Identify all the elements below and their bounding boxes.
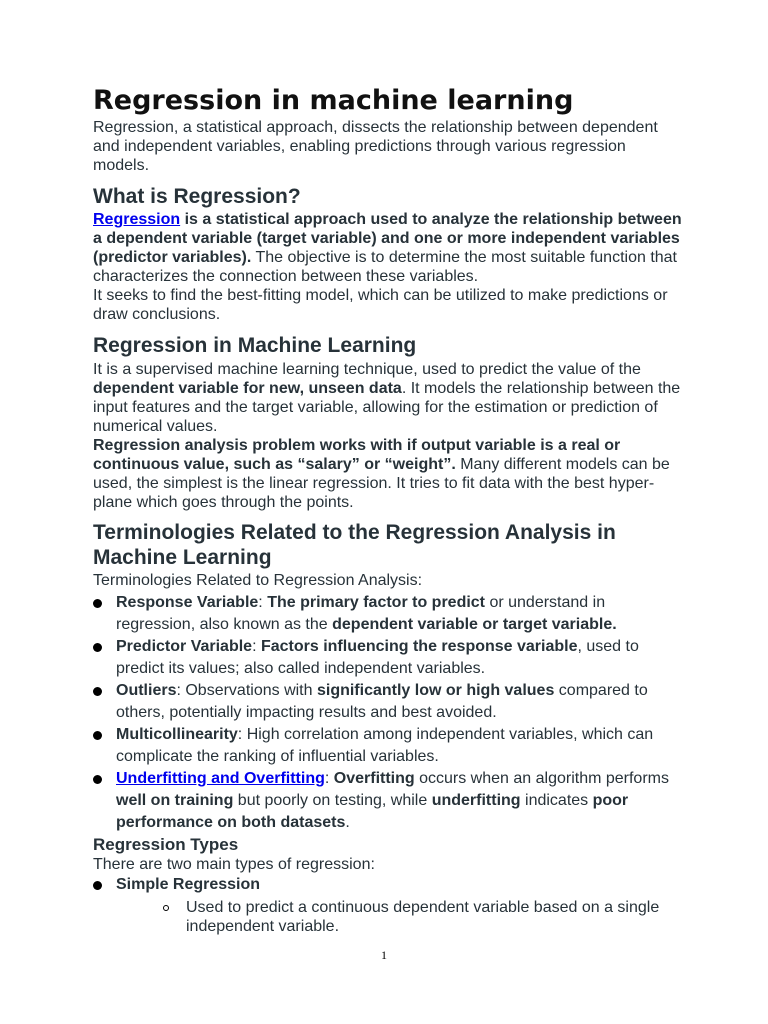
regression-link[interactable]: Regression: [93, 211, 181, 228]
what-bold-text: is a statistical approach used to analyze the relationship between a dependent variable (target variable) and one or more independent variables (predictor variables).: [93, 211, 682, 266]
what-rest-text: The objective is to determine the most suitable function that characterizes the connection between these variables.: [93, 249, 677, 285]
bullet-icon: [93, 731, 102, 740]
types-intro: There are two main types of regression:: [93, 856, 375, 873]
list-item: Simple Regression: [93, 874, 683, 896]
list-item: Predictor Variable: Factors influencing the response variable, used to predict its values; also called independent variables.: [93, 636, 683, 680]
underfitting-overfitting-link[interactable]: Underfitting and Overfitting: [116, 770, 325, 787]
ml-paragraph-1: It is a supervised machine learning technique, used to predict the value of the dependent variable for new, unseen data. It models the relationship between the input features and the target variable, allowing for the estimation or prediction of numerical values.: [93, 361, 681, 435]
what-paragraph-2: It seeks to find the best-fitting model, which can be utilized to make predictions or draw conclusions.: [93, 287, 668, 323]
bullet-icon: [93, 643, 102, 652]
heading-regression-types: Regression Types: [93, 835, 239, 854]
bullet-icon: [93, 687, 102, 696]
page-number: 1: [381, 948, 387, 962]
types-list: [93, 874, 683, 896]
types-sublist: [93, 898, 683, 936]
intro-paragraph: Regression, a statistical approach, dissects the relationship between dependent and independent variables, enabling predictions through various regression models.: [93, 119, 658, 174]
list-item: Response Variable: The primary factor to predict or understand in regression, also known as the dependent variable or target variable.: [93, 592, 683, 636]
heading-terminologies: Terminologies Related to the Regression Analysis in Machine Learning: [93, 521, 616, 569]
list-item: Multicollinearity: High correlation among independent variables, which can complicate the ranking of influential variables.: [93, 724, 683, 768]
bullet-icon: [93, 775, 102, 784]
what-paragraph-1: [93, 210, 683, 286]
terms-intro: Terminologies Related to Regression Analysis:: [93, 572, 423, 589]
ml-paragraph-2: Regression analysis problem works with if output variable is a real or continuous value, such as “salary” or “weight”. Many different models can be used, the simplest is the linear regression. It tries to fit data with the best hyper-plane which goes through the points.: [93, 437, 670, 511]
terms-list: [93, 592, 683, 834]
list-item: Used to predict a continuous dependent variable based on a single independent variable.: [163, 898, 683, 936]
circle-bullet-icon: [163, 905, 169, 911]
bullet-icon: [93, 599, 102, 608]
page-title: Regression in machine learning: [93, 85, 574, 116]
document-page: [93, 84, 683, 936]
heading-what-is-regression: What is Regression?: [93, 185, 301, 208]
bullet-icon: [93, 881, 102, 890]
heading-regression-in-ml: Regression in Machine Learning: [93, 334, 417, 357]
list-item: Underfitting and Overfitting: Overfitting occurs when an algorithm performs well on training but poorly on testing, while underfitting indicates poor performance on both datasets.: [93, 768, 683, 834]
list-item: Outliers: Observations with significantly low or high values compared to others, potentially impacting results and best avoided.: [93, 680, 683, 724]
